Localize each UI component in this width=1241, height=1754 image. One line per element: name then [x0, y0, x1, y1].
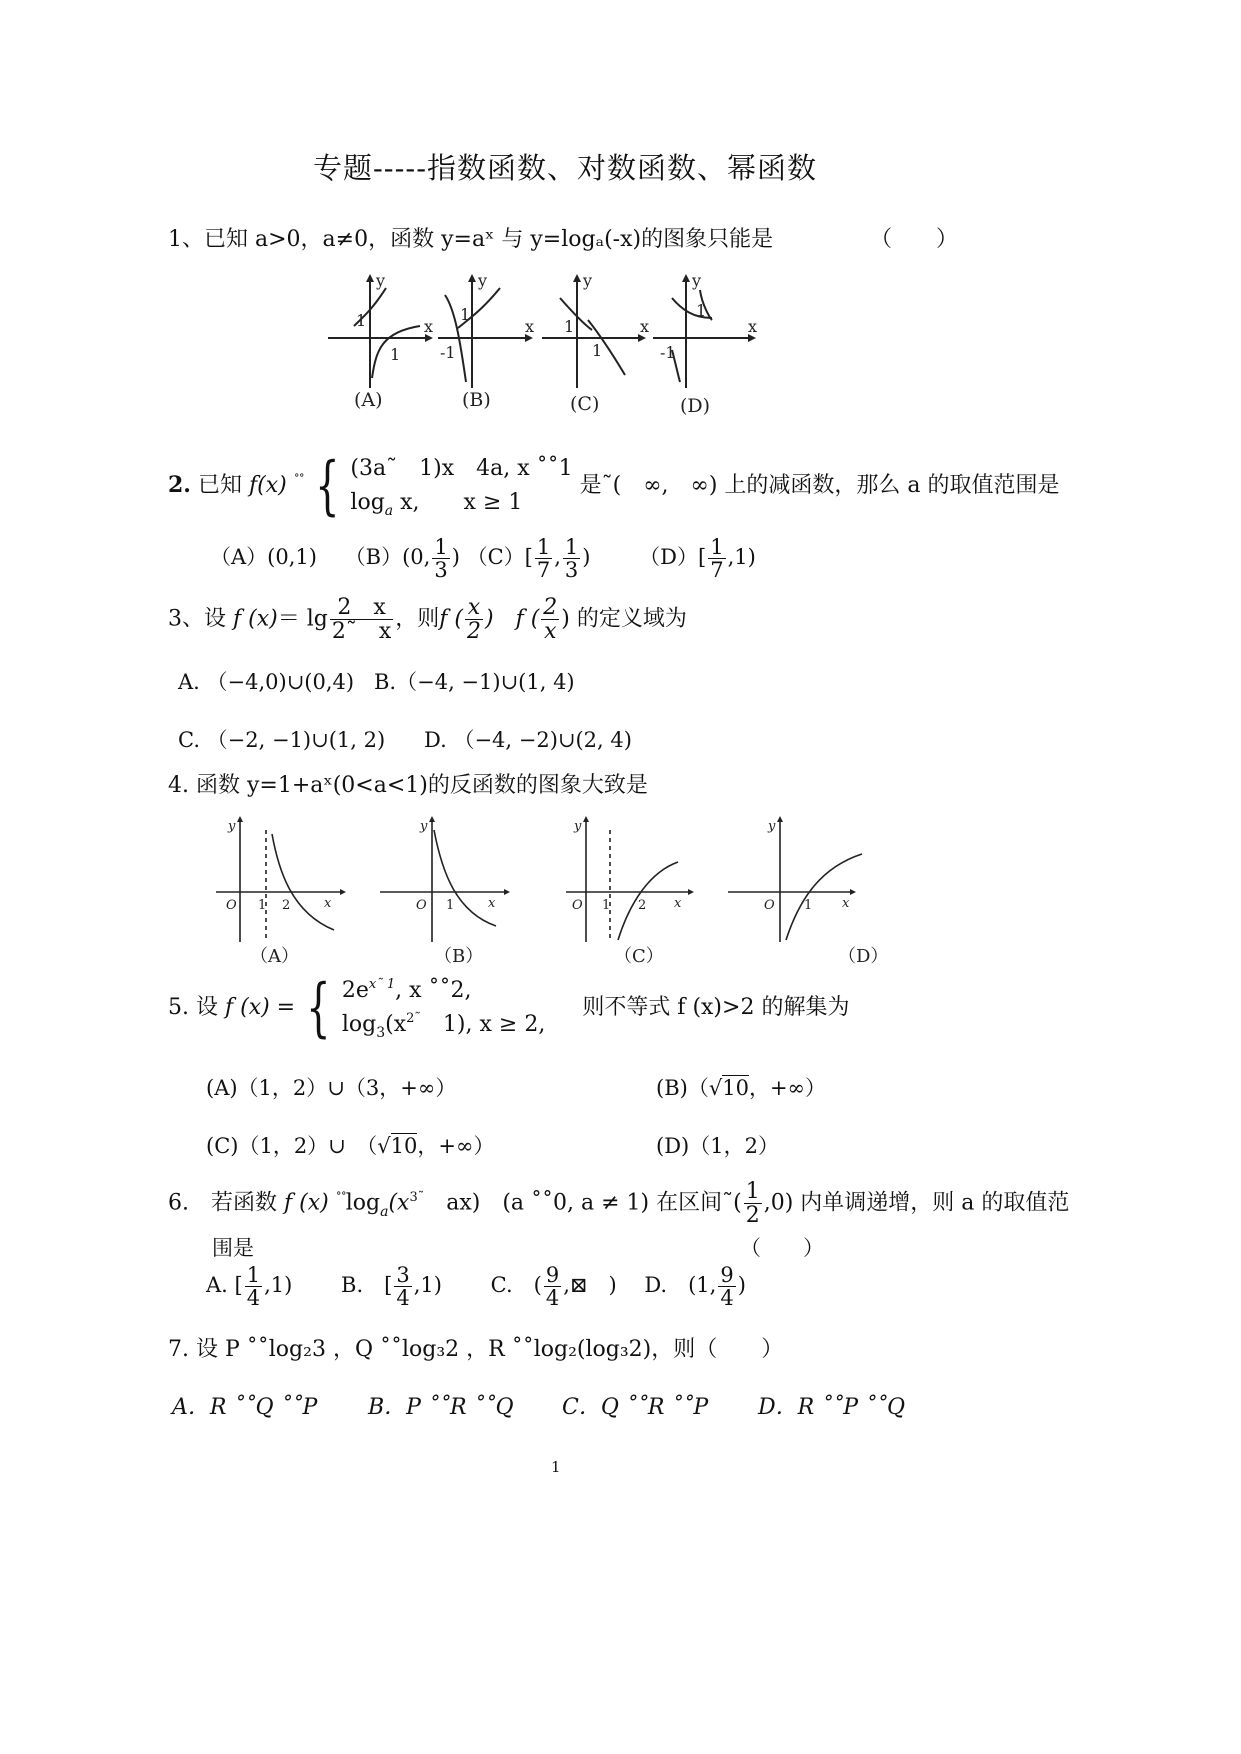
q6-option-c-pre: C. (	[490, 1273, 542, 1298]
question-2-options	[210, 536, 756, 581]
q6-option-c-den: 4	[545, 1286, 560, 1311]
q1c-tick-1: 1	[564, 317, 575, 336]
q6-sup: 3˜	[409, 1189, 425, 1205]
q2-case-2-log: log	[350, 490, 385, 516]
q6-option-a-frac	[245, 1264, 262, 1309]
q3-eq: ＝ lg	[277, 606, 328, 632]
q4d-x-label: x	[842, 896, 850, 911]
q2-fx: f(x)	[248, 473, 287, 499]
q1a-x-label: x	[424, 317, 434, 336]
q4a-tick-1: 1	[258, 898, 267, 913]
q2-option-b-post: )	[451, 545, 460, 570]
question-4-text: 4. 函数 y=1+aˣ(0<a<1)的反函数的图象大致是	[168, 773, 648, 798]
q6-glyph: ˚˚	[335, 1190, 346, 1205]
q3-post: ) 的定义域为	[561, 606, 687, 632]
q2-option-c: （C）[ $\frac{1}{7}$ , $\frac{1}{3}$ )	[466, 535, 591, 583]
q2-option-b	[344, 535, 460, 583]
q7-option-d: D．R ˚˚P ˚˚Q	[758, 1395, 906, 1420]
q5-case-1	[342, 974, 545, 1008]
q6-interval-frac	[744, 1180, 762, 1227]
q6-sub: a	[380, 1203, 389, 1220]
q4a-y-label: y	[228, 819, 236, 834]
q6-option-c	[490, 1263, 617, 1311]
q2-option-d-den: 7	[710, 558, 724, 583]
q6-option-d-frac	[718, 1264, 735, 1309]
q6-line-2: 围是	[212, 1236, 254, 1260]
q6-option-d-pre: D. (1,	[644, 1273, 717, 1298]
q4a-x-label: x	[324, 896, 332, 911]
q4-label-c: （C）	[614, 946, 664, 967]
question-7-text: 7. 设 P ˚˚log₂3 ，Q ˚˚log₃2 ，R ˚˚log₂(log₃2)，则（ ）	[168, 1337, 784, 1362]
q1b-y-label: y	[478, 271, 488, 290]
q5-option-b-rad: 10	[722, 1076, 749, 1100]
q2-option-b-num: 1	[434, 535, 448, 559]
q2-option-c-post: )	[582, 545, 591, 570]
q6-arg: (x	[388, 1190, 410, 1216]
q2-case-2-sub: a	[384, 503, 394, 520]
question-1-graphs	[320, 270, 770, 425]
question-3	[168, 596, 687, 643]
q2-case-2	[350, 486, 572, 520]
q5-option-a: (A)（1，2）∪（3，+∞）	[206, 1076, 457, 1100]
q7-option-a: A．R ˚˚Q ˚˚P	[172, 1395, 318, 1420]
q3-mid: ，则	[395, 606, 440, 632]
q4d-tick-1: 1	[804, 898, 813, 913]
q1-label-b: (B)	[462, 389, 491, 411]
q1b-tick-neg1: -1	[440, 343, 456, 362]
q3-num: 2 x	[330, 596, 393, 620]
q5-post: 则不等式 f (x)>2 的解集为	[582, 995, 850, 1021]
q6-interval-post: ,0) 内单调递增，则 a 的取值范	[763, 1190, 1070, 1216]
q1-label-d: (D)	[680, 395, 711, 417]
q3-frac	[330, 596, 393, 643]
q5-option-b: (B)（√10，+∞）	[656, 1076, 827, 1100]
q5-option-d: (D)（1，2）	[656, 1134, 779, 1158]
q6-option-b	[341, 1263, 442, 1311]
q3-f1-num: x	[465, 596, 483, 620]
q5-option-b-post: ，+∞）	[748, 1076, 827, 1100]
q4-label-b: （B）	[434, 946, 484, 967]
q7-option-c: C．Q ˚˚R ˚˚P	[562, 1395, 709, 1420]
q4a-tick-2: 2	[282, 898, 291, 913]
q2-option-c-num2: 1	[564, 535, 579, 559]
q1-label-c: (C)	[570, 393, 600, 415]
q4a-origin: O	[226, 898, 237, 913]
q6-option-d-num: 9	[720, 1263, 734, 1287]
q6-option-b-num: 3	[396, 1263, 410, 1287]
q2-number: 2.	[168, 472, 191, 499]
q3-f2-den: x	[544, 619, 557, 645]
q6-option-b-pre: B. [	[341, 1273, 393, 1298]
q2-case-2-rest: x, x ≥ 1	[393, 490, 523, 516]
q3-option-c: C. （−2, −1)∪(1, 2)	[178, 728, 386, 752]
q3-f2-frac	[541, 596, 559, 643]
q5-case-1-a: 2e	[341, 978, 369, 1003]
question-2	[168, 449, 1060, 524]
q3-f1-den: 2	[466, 619, 481, 645]
q6-option-b-frac	[394, 1264, 411, 1309]
q6-interval-num: 1	[745, 1179, 760, 1204]
q4c-tick-2: 2	[638, 898, 647, 913]
q5-case-2-sup: 2˜	[406, 1011, 421, 1027]
q1c-y-label: y	[583, 271, 593, 290]
q1d-tick-1: 1	[696, 301, 707, 320]
page-number: 1	[551, 1458, 561, 1476]
q2-option-c-pre: （C）[	[466, 545, 533, 570]
question-5	[168, 971, 850, 1046]
q3-f2-num: 2	[543, 595, 558, 620]
q1d-y-label: y	[692, 271, 702, 290]
q5-case-2-c: 1), x ≥ 2,	[420, 1012, 546, 1038]
q2-cases	[350, 452, 572, 520]
q2-option-a: （A）(0,1)	[210, 545, 317, 570]
question-6	[168, 1180, 1069, 1227]
q1d-tick-neg1: -1	[660, 343, 676, 362]
q5-fx: f (x) =	[224, 995, 296, 1021]
q4-label-d: （D）	[838, 946, 889, 967]
q1d-x-label: x	[748, 317, 758, 336]
q2-option-c-den1: 7	[536, 558, 551, 583]
q6-interval-den: 2	[745, 1203, 760, 1229]
q4d-origin: O	[764, 898, 775, 913]
q5-case-1-sup: x˜ 1	[368, 977, 396, 992]
q6-option-d	[644, 1263, 746, 1311]
q4c-y-label: y	[574, 819, 582, 834]
q3-option-b: B.（−4, −1)∪(1, 4)	[374, 670, 575, 694]
q1b-tick-1: 1	[460, 305, 471, 324]
q6-option-b-den: 4	[396, 1286, 410, 1311]
q5-option-c-post: ，+∞）	[417, 1134, 495, 1158]
q4c-origin: O	[572, 898, 583, 913]
q6-option-d-post: )	[737, 1273, 746, 1298]
q2-brace: {	[314, 449, 340, 524]
q4c-tick-1: 1	[602, 898, 611, 913]
question-1-answer-paren: （ ）	[870, 227, 959, 252]
q6-pre: 6. 若函数	[168, 1190, 277, 1216]
q4-label-a: （A）	[250, 946, 299, 967]
q6-answer-paren: （ ）	[740, 1236, 824, 1260]
q5-cases	[342, 974, 545, 1042]
q5-case-2	[342, 1008, 545, 1042]
q6-options	[206, 1264, 746, 1309]
question-1-text: 1、已知 a>0，a≠0，函数 y=aˣ 与 y=logₐ(-x)的图象只能是	[168, 227, 774, 252]
q5-option-c-pre: (C)（1，2）∪ （	[206, 1134, 378, 1158]
q1a-y-label: y	[376, 271, 386, 290]
q6-option-a-num: 1	[246, 1263, 261, 1287]
q1c-tick-x1: 1	[592, 341, 603, 360]
q2-option-b-den: 3	[434, 558, 448, 583]
q5-case-2-sub: 3	[376, 1025, 386, 1042]
q3-f1: f (	[439, 606, 463, 632]
q4c-x-label: x	[674, 896, 682, 911]
q6-option-a-pre: A. [	[206, 1273, 243, 1298]
q2-option-c-num1: 1	[536, 535, 551, 559]
q5-case-2-b: (x	[385, 1012, 407, 1038]
q2-option-d-pre: （D）[	[639, 545, 707, 570]
q6-option-d-den: 4	[720, 1286, 734, 1311]
q2-case-1: (3a˜ 1)x 4a, x ˚˚1	[350, 456, 573, 481]
q5-case-1-b: , x ˚˚2,	[395, 978, 472, 1003]
q6-option-a	[206, 1263, 293, 1311]
q6-option-a-post: ,1)	[264, 1273, 293, 1298]
question-4-graphs	[210, 812, 890, 968]
q6-arg2: ax) (a ˚˚0, a ≠ 1) 在区间˜(	[424, 1190, 742, 1216]
q7-option-b: B．P ˚˚R ˚˚Q	[368, 1395, 514, 1420]
q1a-tick-x1: 1	[390, 345, 401, 364]
q2-option-b-frac	[432, 536, 449, 581]
q6-option-c-post: ,⊠ )	[563, 1273, 617, 1298]
q3-f2: ) f (	[484, 606, 540, 632]
q2-option-c-frac-1	[535, 536, 552, 581]
q5-brace: {	[306, 971, 331, 1046]
q5-option-b-pre: (B)（	[656, 1076, 709, 1100]
q1c-x-label: x	[640, 317, 650, 336]
q2-glyph: ˚˚	[293, 473, 304, 488]
q6-body: log	[345, 1190, 381, 1216]
q4b-tick-1: 1	[446, 898, 455, 913]
q1a-tick-1: 1	[356, 311, 367, 330]
q4b-y-label: y	[420, 819, 428, 834]
q3-f1-frac	[465, 596, 483, 643]
q4b-x-label: x	[488, 896, 496, 911]
q2-option-d-num: 1	[710, 535, 724, 559]
q1b-x-label: x	[525, 317, 535, 336]
q2-option-c-den2: 3	[564, 558, 579, 583]
q5-option-c-rad: 10	[390, 1134, 418, 1158]
q6-option-c-num: 9	[545, 1263, 560, 1287]
q2-suffix: 是˜( ∞, ∞) 上的减函数，那么 a 的取值范围是	[579, 473, 1060, 499]
q2-known: 已知	[197, 473, 242, 499]
q2-option-d-post: ,1)	[727, 545, 756, 570]
q5-pre: 5. 设	[168, 995, 218, 1021]
q3-pre: 3、设	[168, 606, 226, 632]
q2-option-b-pre: （B）(0,	[344, 545, 431, 570]
q3-fx: f (x)	[233, 606, 278, 632]
q6-fx: f (x)	[284, 1190, 329, 1216]
q6-option-a-den: 4	[246, 1286, 261, 1311]
q6-option-c-frac	[544, 1264, 561, 1309]
q4b-origin: O	[416, 898, 427, 913]
q2-option-c-frac-2	[563, 536, 580, 581]
q6-option-b-post: ,1)	[413, 1273, 442, 1298]
q3-option-a: A. （−4,0)∪(0,4)	[178, 670, 355, 694]
q3-den: 2˜ x	[331, 619, 392, 645]
page-title: 专题-----指数函数、对数函数、幂函数	[313, 151, 817, 185]
q5-case-2-a: log	[341, 1012, 377, 1038]
q3-option-d: D. （−4, −2)∪(2, 4)	[424, 728, 632, 752]
q4d-y-label: y	[768, 819, 776, 834]
q5-option-c: (C)（1，2）∪ （√10，+∞）	[206, 1134, 495, 1158]
q2-option-d-frac	[708, 536, 725, 581]
q2-option-d	[639, 535, 756, 583]
q1-label-a: (A)	[354, 389, 383, 411]
